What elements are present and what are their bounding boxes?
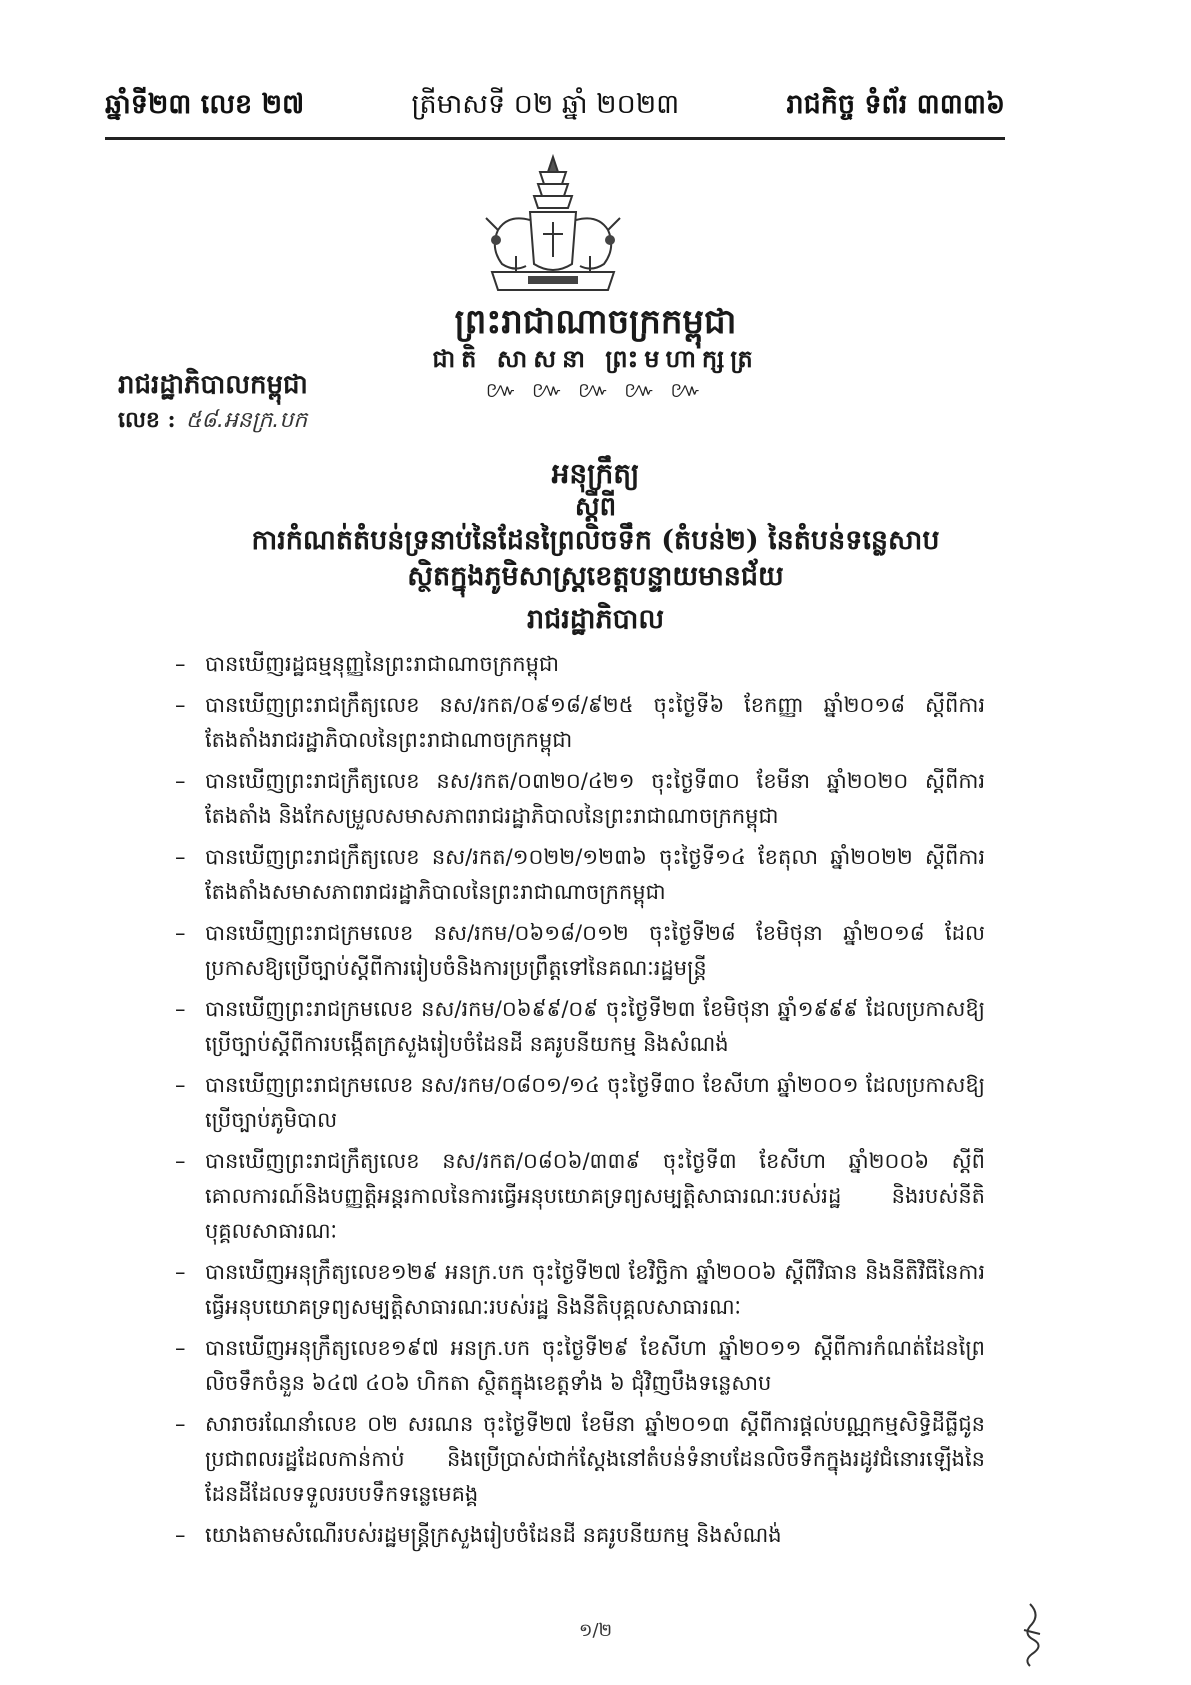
kingdom-name: ព្រះរាជាណាចក្រកម្ពុជា [454, 302, 737, 342]
header-divider [105, 137, 1005, 140]
legal-basis-item: – បានឃើញអនុក្រឹត្យលេខ១៩៧ អនក្រ.បក ចុះថ្ងៃទី២៩ ខែសីហា ឆ្នាំ២០១១ ស្តីពីការកំណត់ដែនព្រៃលិចទឹកចំនួន ៦៤៧ ៤០៦ ហិកតា ស្ថិតក្នុងខេត្តទាំង ៦ ជុំវិញបឹងទន្លេសាប [175, 1331, 985, 1401]
document-number-value: ៥៨.អនក្រ.បក [185, 408, 308, 433]
document-subject-line-2: ស្ថិតក្នុងភូមិសាស្ត្រខេត្តបន្ទាយមានជ័យ [407, 561, 784, 592]
legal-basis-item: – បានឃើញរដ្ឋធម្មនុញ្ញនៃព្រះរាជាណាចក្រកម្ពុជា [175, 647, 985, 682]
document-number-label: លេខ : [118, 407, 176, 433]
legal-basis-item: – បានឃើញព្រះរាជក្រឹត្យលេខ នស/រកត/០៨០៦/៣៣៩ ចុះថ្ងៃទី៣ ខែសីហា ឆ្នាំ២០០៦ ស្តីពីគោលការណ៍និងបញ្ញត្តិអន្តរកាលនៃការធ្វើអនុបយោគទ្រព្យសម្បត្តិសាធារណៈរបស់រដ្ឋ និងរបស់នីតិបុគ្គលសាធារណៈ [175, 1144, 985, 1249]
legal-basis-list [175, 647, 985, 1559]
document-type: អនុក្រឹត្យ [551, 457, 640, 490]
initial-signature-icon [1010, 1600, 1050, 1670]
gazette-issue: ឆ្នាំទី២៣ លេខ ២៧ [105, 89, 305, 120]
legal-basis-item: – បានឃើញអនុក្រឹត្យលេខ១២៩ អនក្រ.បក ចុះថ្ងៃទី២៧ ខែវិច្ឆិកា ឆ្នាំ២០០៦ ស្តីពីវិធាន និងនីតិវិធីនៃការធ្វើអនុបយោគទ្រព្យសម្បត្តិសាធារណៈរបស់រដ្ឋ និងនីតិបុគ្គលសាធារណៈ [175, 1255, 985, 1325]
issuing-authority: រាជរដ្ឋាភិបាលកម្ពុជា [118, 370, 308, 400]
document-number [118, 406, 307, 438]
decorative-ornament: ៚ ៚ ៚ ៚ ៚ [485, 378, 706, 403]
royal-coat-of-arms-icon [468, 152, 638, 302]
legal-basis-item: – បានឃើញព្រះរាជក្រឹត្យលេខ នស/រកត/០៣២០/៤២១ ចុះថ្ងៃទី៣០ ខែមីនា ឆ្នាំ២០២០ ស្តីពីការតែងតាំង និងកែសម្រួលសមាសភាពរាជរដ្ឋាភិបាលនៃព្រះរាជាណាចក្រកម្ពុជា [175, 764, 985, 834]
legal-basis-item: – បានឃើញព្រះរាជក្រឹត្យលេខ នស/រកត/១០២២/១២៣៦ ចុះថ្ងៃទី១៤ ខែតុលា ឆ្នាំ២០២២ ស្តីពីការតែងតាំងសមាសភាពរាជរដ្ឋាភិបាលនៃព្រះរាជាណាចក្រកម្ពុជា [175, 840, 985, 910]
legal-basis-item: – បានឃើញព្រះរាជក្រមលេខ នស/រកម/០៨០១/១៤ ចុះថ្ងៃទី៣០ ខែសីហា ឆ្នាំ២០០១ ដែលប្រកាសឱ្យប្រើច្បាប់ភូមិបាល [175, 1068, 985, 1138]
national-motto: ជាតិ សាសនា ព្រះមហាក្សត្រ [432, 344, 759, 373]
legal-basis-item: – បានឃើញព្រះរាជក្រមលេខ នស/រកម/០៦៩៩/០៩ ចុះថ្ងៃទី២៣ ខែមិថុនា ឆ្នាំ១៩៩៩ ដែលប្រកាសឱ្យប្រើច្បាប់ស្តីពីការបង្កើតក្រសួងរៀបចំដែនដី នគរូបនីយកម្ម និងសំណង់ [175, 992, 985, 1062]
page-number: ១/២ [578, 1620, 613, 1641]
document-subject-line-1: ការកំណត់តំបន់ទ្រនាប់នៃដែនព្រៃលិចទឹក (តំបន់២) នៃតំបន់ទន្លេសាប [251, 525, 940, 556]
legal-basis-item: – យោងតាមសំណើរបស់រដ្ឋមន្ត្រីក្រសួងរៀបចំដែនដី នគរូបនីយកម្ម និងសំណង់ [175, 1518, 985, 1553]
gazette-quarter: ត្រីមាសទី ០២ ឆ្នាំ ២០២៣ [411, 89, 680, 120]
government-heading: រាជរដ្ឋាភិបាល [526, 604, 665, 635]
document-about: ស្តីពី [574, 492, 617, 522]
legal-basis-item: – បានឃើញព្រះរាជក្រឹត្យលេខ នស/រកត/០៩១៨/៩២៥ ចុះថ្ងៃទី៦ ខែកញ្ញា ឆ្នាំ២០១៨ ស្តីពីការតែងតាំងរាជរដ្ឋាភិបាលនៃព្រះរាជាណាចក្រកម្ពុជា [175, 688, 985, 758]
gazette-header [105, 88, 1005, 127]
legal-basis-item: – បានឃើញព្រះរាជក្រមលេខ នស/រកម/០៦១៨/០១២ ចុះថ្ងៃទី២៨ ខែមិថុនា ឆ្នាំ២០១៨ ដែលប្រកាសឱ្យប្រើច្បាប់ស្តីពីការរៀបចំនិងការប្រព្រឹត្តទៅនៃគណៈរដ្ឋមន្ត្រី [175, 916, 985, 986]
legal-basis-item: – សារាចរណែនាំលេខ ០២ សរណន ចុះថ្ងៃទី២៧ ខែមីនា ឆ្នាំ២០១៣ ស្តីពីការផ្តល់បណ្ណកម្មសិទ្ធិដីធ្លីជូនប្រជាពលរដ្ឋដែលកាន់កាប់ និងប្រើប្រាស់ជាក់ស្តែងនៅតំបន់ទំនាបដែនលិចទឹកក្នុងរដូវជំនោរឡើងនៃដែនដីដែលទទួលរបបទឹកទន្លេមេគង្គ [175, 1407, 985, 1512]
gazette-page: រាជកិច្ច ទំព័រ ៣៣៣៦ [786, 89, 1005, 120]
